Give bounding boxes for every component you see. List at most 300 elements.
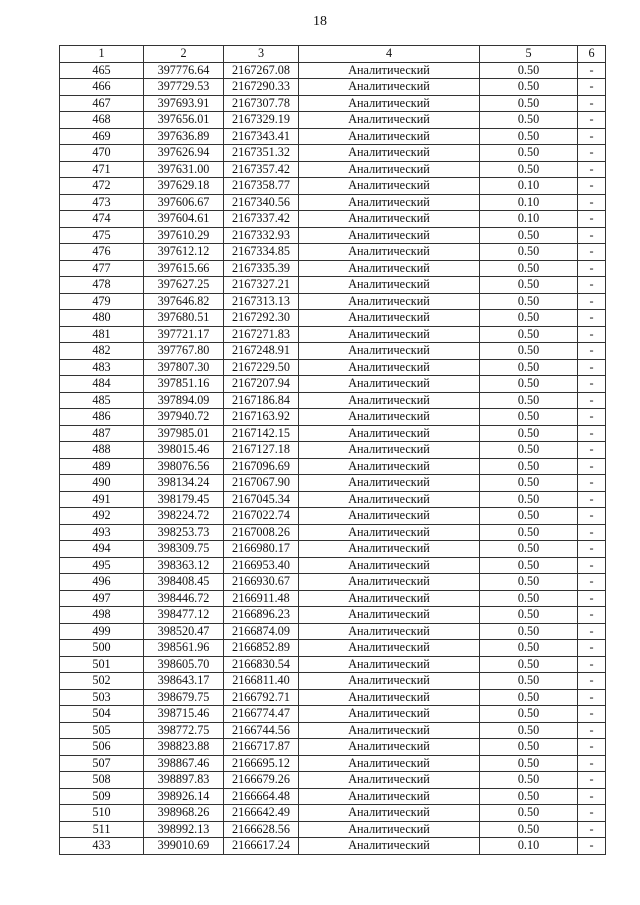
y-coordinate-cell: 2166874.09: [224, 623, 299, 640]
y-coordinate-cell: 2166852.89: [224, 640, 299, 657]
accuracy-cell: 0.50: [480, 475, 578, 492]
description-cell: -: [578, 623, 606, 640]
method-cell: Аналитический: [299, 409, 480, 426]
x-coordinate-cell: 398446.72: [144, 590, 224, 607]
table-row: [60, 310, 606, 327]
y-coordinate-cell: 2167340.56: [224, 194, 299, 211]
point-number-cell: 508: [60, 772, 144, 789]
method-cell: Аналитический: [299, 194, 480, 211]
method-cell: Аналитический: [299, 508, 480, 525]
point-number-cell: 433: [60, 838, 144, 855]
column-header-description: 6: [578, 46, 606, 63]
x-coordinate-cell: 397767.80: [144, 343, 224, 360]
x-coordinate-cell: 397807.30: [144, 359, 224, 376]
table-row: [60, 524, 606, 541]
table-row: [60, 574, 606, 591]
description-cell: -: [578, 821, 606, 838]
method-cell: Аналитический: [299, 244, 480, 261]
table-row: [60, 211, 606, 228]
description-cell: -: [578, 343, 606, 360]
method-cell: Аналитический: [299, 673, 480, 690]
accuracy-cell: 0.50: [480, 79, 578, 96]
accuracy-cell: 0.50: [480, 458, 578, 475]
x-coordinate-cell: 398926.14: [144, 788, 224, 805]
accuracy-cell: 0.50: [480, 640, 578, 657]
x-coordinate-cell: 397604.61: [144, 211, 224, 228]
method-cell: Аналитический: [299, 62, 480, 79]
x-coordinate-cell: 397646.82: [144, 293, 224, 310]
point-number-cell: 469: [60, 128, 144, 145]
accuracy-cell: 0.50: [480, 706, 578, 723]
description-cell: -: [578, 260, 606, 277]
point-number-cell: 505: [60, 722, 144, 739]
y-coordinate-cell: 2166695.12: [224, 755, 299, 772]
y-coordinate-cell: 2167343.41: [224, 128, 299, 145]
point-number-cell: 494: [60, 541, 144, 558]
y-coordinate-cell: 2166717.87: [224, 739, 299, 756]
method-cell: Аналитический: [299, 79, 480, 96]
accuracy-cell: 0.50: [480, 161, 578, 178]
y-coordinate-cell: 2166980.17: [224, 541, 299, 558]
y-coordinate-cell: 2166617.24: [224, 838, 299, 855]
y-coordinate-cell: 2167290.33: [224, 79, 299, 96]
method-cell: Аналитический: [299, 293, 480, 310]
accuracy-cell: 0.50: [480, 805, 578, 822]
accuracy-cell: 0.50: [480, 788, 578, 805]
accuracy-cell: 0.50: [480, 145, 578, 162]
description-cell: -: [578, 838, 606, 855]
accuracy-cell: 0.50: [480, 343, 578, 360]
accuracy-cell: 0.50: [480, 607, 578, 624]
y-coordinate-cell: 2167358.77: [224, 178, 299, 195]
y-coordinate-cell: 2167008.26: [224, 524, 299, 541]
method-cell: Аналитический: [299, 706, 480, 723]
y-coordinate-cell: 2167271.83: [224, 326, 299, 343]
table-row: [60, 244, 606, 261]
x-coordinate-cell: 397776.64: [144, 62, 224, 79]
point-number-cell: 479: [60, 293, 144, 310]
point-number-cell: 490: [60, 475, 144, 492]
x-coordinate-cell: 397636.89: [144, 128, 224, 145]
table-row: [60, 145, 606, 162]
y-coordinate-cell: 2167127.18: [224, 442, 299, 459]
y-coordinate-cell: 2166830.54: [224, 656, 299, 673]
description-cell: -: [578, 706, 606, 723]
column-header-method: 4: [299, 46, 480, 63]
y-coordinate-cell: 2167229.50: [224, 359, 299, 376]
x-coordinate-cell: 397606.67: [144, 194, 224, 211]
table-row: [60, 640, 606, 657]
description-cell: -: [578, 689, 606, 706]
y-coordinate-cell: 2166628.56: [224, 821, 299, 838]
accuracy-cell: 0.50: [480, 574, 578, 591]
x-coordinate-cell: 397656.01: [144, 112, 224, 129]
description-cell: -: [578, 739, 606, 756]
table-row: [60, 458, 606, 475]
y-coordinate-cell: 2166896.23: [224, 607, 299, 624]
method-cell: Аналитический: [299, 755, 480, 772]
accuracy-cell: 0.50: [480, 491, 578, 508]
method-cell: Аналитический: [299, 425, 480, 442]
table-row: [60, 95, 606, 112]
x-coordinate-cell: 398992.13: [144, 821, 224, 838]
description-cell: -: [578, 475, 606, 492]
y-coordinate-cell: 2167292.30: [224, 310, 299, 327]
description-cell: -: [578, 590, 606, 607]
x-coordinate-cell: 398679.75: [144, 689, 224, 706]
method-cell: Аналитический: [299, 590, 480, 607]
accuracy-cell: 0.50: [480, 656, 578, 673]
table-row: [60, 178, 606, 195]
accuracy-cell: 0.50: [480, 541, 578, 558]
x-coordinate-cell: 398561.96: [144, 640, 224, 657]
description-cell: -: [578, 277, 606, 294]
point-number-cell: 493: [60, 524, 144, 541]
y-coordinate-cell: 2166664.48: [224, 788, 299, 805]
table-row: [60, 392, 606, 409]
table-row: [60, 260, 606, 277]
point-number-cell: 502: [60, 673, 144, 690]
description-cell: -: [578, 557, 606, 574]
description-cell: -: [578, 227, 606, 244]
point-number-cell: 473: [60, 194, 144, 211]
table-row: [60, 607, 606, 624]
table-row: [60, 805, 606, 822]
method-cell: Аналитический: [299, 260, 480, 277]
table-row: [60, 79, 606, 96]
x-coordinate-cell: 397721.17: [144, 326, 224, 343]
accuracy-cell: 0.50: [480, 442, 578, 459]
table-row: [60, 491, 606, 508]
y-coordinate-cell: 2166792.71: [224, 689, 299, 706]
y-coordinate-cell: 2167067.90: [224, 475, 299, 492]
x-coordinate-cell: 397851.16: [144, 376, 224, 393]
point-number-cell: 470: [60, 145, 144, 162]
point-number-cell: 474: [60, 211, 144, 228]
x-coordinate-cell: 397985.01: [144, 425, 224, 442]
point-number-cell: 472: [60, 178, 144, 195]
x-coordinate-cell: 397631.00: [144, 161, 224, 178]
column-header-accuracy: 5: [480, 46, 578, 63]
x-coordinate-cell: 398224.72: [144, 508, 224, 525]
description-cell: -: [578, 79, 606, 96]
table-row: [60, 425, 606, 442]
table-row: [60, 293, 606, 310]
point-number-cell: 468: [60, 112, 144, 129]
x-coordinate-cell: 398477.12: [144, 607, 224, 624]
x-coordinate-cell: 397729.53: [144, 79, 224, 96]
accuracy-cell: 0.50: [480, 260, 578, 277]
table-row: [60, 557, 606, 574]
y-coordinate-cell: 2167351.32: [224, 145, 299, 162]
description-cell: -: [578, 409, 606, 426]
table-row: [60, 277, 606, 294]
y-coordinate-cell: 2167207.94: [224, 376, 299, 393]
table-row: [60, 442, 606, 459]
accuracy-cell: 0.10: [480, 178, 578, 195]
accuracy-cell: 0.50: [480, 409, 578, 426]
y-coordinate-cell: 2167332.93: [224, 227, 299, 244]
point-number-cell: 491: [60, 491, 144, 508]
x-coordinate-cell: 398363.12: [144, 557, 224, 574]
description-cell: -: [578, 211, 606, 228]
accuracy-cell: 0.50: [480, 689, 578, 706]
method-cell: Аналитический: [299, 524, 480, 541]
description-cell: -: [578, 640, 606, 657]
point-number-cell: 480: [60, 310, 144, 327]
x-coordinate-cell: 397629.18: [144, 178, 224, 195]
table-row: [60, 706, 606, 723]
accuracy-cell: 0.50: [480, 739, 578, 756]
method-cell: Аналитический: [299, 656, 480, 673]
accuracy-cell: 0.50: [480, 755, 578, 772]
y-coordinate-cell: 2167186.84: [224, 392, 299, 409]
method-cell: Аналитический: [299, 805, 480, 822]
table-row: [60, 689, 606, 706]
table-row: [60, 128, 606, 145]
accuracy-cell: 0.50: [480, 62, 578, 79]
table-row: [60, 788, 606, 805]
method-cell: Аналитический: [299, 343, 480, 360]
description-cell: -: [578, 95, 606, 112]
x-coordinate-cell: 397693.91: [144, 95, 224, 112]
x-coordinate-cell: 398520.47: [144, 623, 224, 640]
accuracy-cell: 0.50: [480, 326, 578, 343]
description-cell: -: [578, 392, 606, 409]
description-cell: -: [578, 359, 606, 376]
description-cell: -: [578, 310, 606, 327]
point-number-cell: 475: [60, 227, 144, 244]
y-coordinate-cell: 2166811.40: [224, 673, 299, 690]
table-row: [60, 541, 606, 558]
table-row: [60, 112, 606, 129]
point-number-cell: 499: [60, 623, 144, 640]
y-coordinate-cell: 2167335.39: [224, 260, 299, 277]
table-row: [60, 376, 606, 393]
accuracy-cell: 0.50: [480, 392, 578, 409]
method-cell: Аналитический: [299, 310, 480, 327]
accuracy-cell: 0.50: [480, 821, 578, 838]
method-cell: Аналитический: [299, 607, 480, 624]
method-cell: Аналитический: [299, 722, 480, 739]
y-coordinate-cell: 2167248.91: [224, 343, 299, 360]
description-cell: -: [578, 376, 606, 393]
column-header-y-coordinate: 3: [224, 46, 299, 63]
description-cell: -: [578, 244, 606, 261]
y-coordinate-cell: 2166930.67: [224, 574, 299, 591]
coordinates-table: [59, 45, 606, 855]
description-cell: -: [578, 805, 606, 822]
description-cell: -: [578, 673, 606, 690]
method-cell: Аналитический: [299, 178, 480, 195]
table-row: [60, 590, 606, 607]
x-coordinate-cell: 398179.45: [144, 491, 224, 508]
y-coordinate-cell: 2166679.26: [224, 772, 299, 789]
point-number-cell: 492: [60, 508, 144, 525]
accuracy-cell: 0.50: [480, 772, 578, 789]
table-row: [60, 755, 606, 772]
accuracy-cell: 0.50: [480, 310, 578, 327]
method-cell: Аналитический: [299, 640, 480, 657]
table-body: [60, 62, 606, 854]
method-cell: Аналитический: [299, 689, 480, 706]
method-cell: Аналитический: [299, 838, 480, 855]
x-coordinate-cell: 398408.45: [144, 574, 224, 591]
y-coordinate-cell: 2166744.56: [224, 722, 299, 739]
description-cell: -: [578, 178, 606, 195]
point-number-cell: 483: [60, 359, 144, 376]
point-number-cell: 498: [60, 607, 144, 624]
x-coordinate-cell: 397626.94: [144, 145, 224, 162]
column-header-point-number: 1: [60, 46, 144, 63]
method-cell: Аналитический: [299, 95, 480, 112]
description-cell: -: [578, 442, 606, 459]
accuracy-cell: 0.50: [480, 128, 578, 145]
description-cell: -: [578, 788, 606, 805]
method-cell: Аналитический: [299, 442, 480, 459]
description-cell: -: [578, 508, 606, 525]
point-number-cell: 509: [60, 788, 144, 805]
accuracy-cell: 0.10: [480, 838, 578, 855]
y-coordinate-cell: 2167045.34: [224, 491, 299, 508]
x-coordinate-cell: 397612.12: [144, 244, 224, 261]
description-cell: -: [578, 574, 606, 591]
description-cell: -: [578, 62, 606, 79]
table-row: [60, 343, 606, 360]
description-cell: -: [578, 755, 606, 772]
table-header: [60, 46, 606, 63]
description-cell: -: [578, 194, 606, 211]
table-row: [60, 821, 606, 838]
point-number-cell: 488: [60, 442, 144, 459]
table-row: [60, 772, 606, 789]
accuracy-cell: 0.10: [480, 211, 578, 228]
accuracy-cell: 0.50: [480, 244, 578, 261]
x-coordinate-cell: 398253.73: [144, 524, 224, 541]
accuracy-cell: 0.50: [480, 112, 578, 129]
y-coordinate-cell: 2167334.85: [224, 244, 299, 261]
method-cell: Аналитический: [299, 541, 480, 558]
table-row: [60, 194, 606, 211]
accuracy-cell: 0.50: [480, 425, 578, 442]
column-header-x-coordinate: 2: [144, 46, 224, 63]
point-number-cell: 501: [60, 656, 144, 673]
method-cell: Аналитический: [299, 112, 480, 129]
accuracy-cell: 0.50: [480, 293, 578, 310]
y-coordinate-cell: 2166774.47: [224, 706, 299, 723]
description-cell: -: [578, 656, 606, 673]
y-coordinate-cell: 2167163.92: [224, 409, 299, 426]
x-coordinate-cell: 398015.46: [144, 442, 224, 459]
description-cell: -: [578, 145, 606, 162]
method-cell: Аналитический: [299, 211, 480, 228]
x-coordinate-cell: 397894.09: [144, 392, 224, 409]
accuracy-cell: 0.50: [480, 359, 578, 376]
y-coordinate-cell: 2167313.13: [224, 293, 299, 310]
method-cell: Аналитический: [299, 376, 480, 393]
point-number-cell: 481: [60, 326, 144, 343]
point-number-cell: 465: [60, 62, 144, 79]
y-coordinate-cell: 2167337.42: [224, 211, 299, 228]
y-coordinate-cell: 2167022.74: [224, 508, 299, 525]
description-cell: -: [578, 491, 606, 508]
x-coordinate-cell: 398897.83: [144, 772, 224, 789]
table-row: [60, 673, 606, 690]
x-coordinate-cell: 398076.56: [144, 458, 224, 475]
point-number-cell: 504: [60, 706, 144, 723]
x-coordinate-cell: 398643.17: [144, 673, 224, 690]
description-cell: -: [578, 112, 606, 129]
method-cell: Аналитический: [299, 475, 480, 492]
x-coordinate-cell: 398968.26: [144, 805, 224, 822]
point-number-cell: 471: [60, 161, 144, 178]
y-coordinate-cell: 2167096.69: [224, 458, 299, 475]
method-cell: Аналитический: [299, 772, 480, 789]
method-cell: Аналитический: [299, 227, 480, 244]
y-coordinate-cell: 2167307.78: [224, 95, 299, 112]
accuracy-cell: 0.50: [480, 95, 578, 112]
x-coordinate-cell: 397610.29: [144, 227, 224, 244]
x-coordinate-cell: 398309.75: [144, 541, 224, 558]
x-coordinate-cell: 397615.66: [144, 260, 224, 277]
point-number-cell: 486: [60, 409, 144, 426]
description-cell: -: [578, 458, 606, 475]
page-number: 18: [313, 14, 327, 29]
description-cell: -: [578, 607, 606, 624]
method-cell: Аналитический: [299, 557, 480, 574]
point-number-cell: 467: [60, 95, 144, 112]
method-cell: Аналитический: [299, 359, 480, 376]
accuracy-cell: 0.10: [480, 194, 578, 211]
accuracy-cell: 0.50: [480, 623, 578, 640]
accuracy-cell: 0.50: [480, 227, 578, 244]
x-coordinate-cell: 397940.72: [144, 409, 224, 426]
y-coordinate-cell: 2167267.08: [224, 62, 299, 79]
description-cell: -: [578, 425, 606, 442]
header-row: [60, 46, 606, 63]
table-row: [60, 227, 606, 244]
method-cell: Аналитический: [299, 128, 480, 145]
point-number-cell: 485: [60, 392, 144, 409]
description-cell: -: [578, 128, 606, 145]
point-number-cell: 477: [60, 260, 144, 277]
point-number-cell: 511: [60, 821, 144, 838]
point-number-cell: 478: [60, 277, 144, 294]
table-row: [60, 739, 606, 756]
accuracy-cell: 0.50: [480, 557, 578, 574]
x-coordinate-cell: 397627.25: [144, 277, 224, 294]
y-coordinate-cell: 2166953.40: [224, 557, 299, 574]
y-coordinate-cell: 2166642.49: [224, 805, 299, 822]
description-cell: -: [578, 161, 606, 178]
y-coordinate-cell: 2167142.15: [224, 425, 299, 442]
x-coordinate-cell: 398134.24: [144, 475, 224, 492]
description-cell: -: [578, 524, 606, 541]
x-coordinate-cell: 398715.46: [144, 706, 224, 723]
y-coordinate-cell: 2167327.21: [224, 277, 299, 294]
method-cell: Аналитический: [299, 821, 480, 838]
table-row: [60, 62, 606, 79]
method-cell: Аналитический: [299, 491, 480, 508]
description-cell: -: [578, 293, 606, 310]
x-coordinate-cell: 398867.46: [144, 755, 224, 772]
point-number-cell: 482: [60, 343, 144, 360]
x-coordinate-cell: 398605.70: [144, 656, 224, 673]
point-number-cell: 510: [60, 805, 144, 822]
accuracy-cell: 0.50: [480, 673, 578, 690]
description-cell: -: [578, 326, 606, 343]
table-row: [60, 838, 606, 855]
